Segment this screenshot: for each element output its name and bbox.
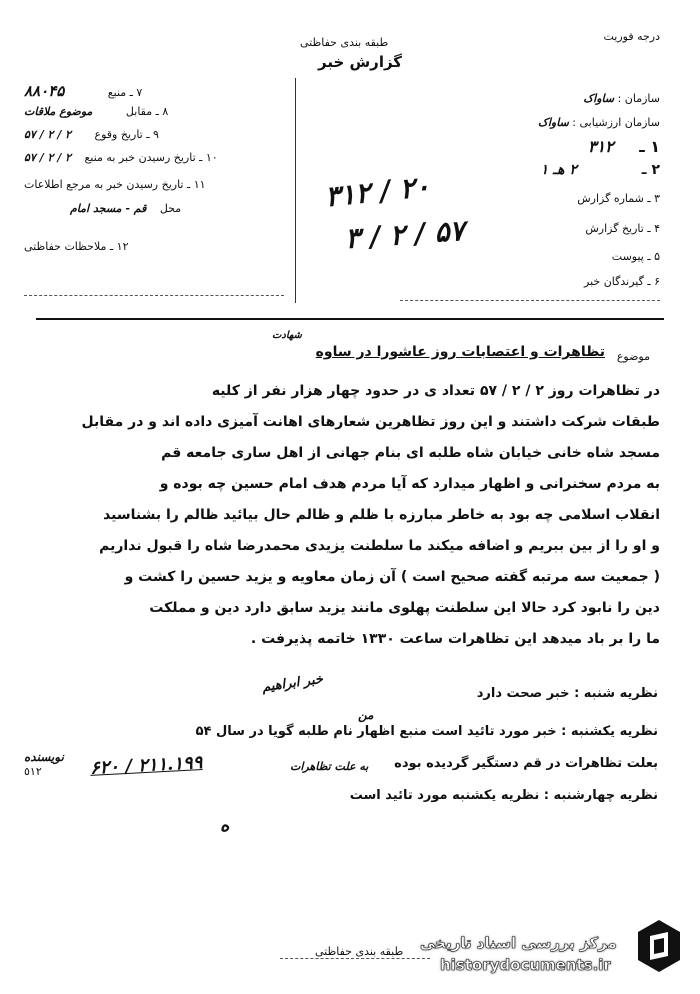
handwritten-report-number: ۲۰ / ۳۱۲ <box>323 169 432 214</box>
report-title: گزارش خبر <box>318 53 403 71</box>
field-event-date: ۹ ـ تاریخ وقوع ۲ / ۲ / ۵۷ <box>24 128 159 141</box>
classification-top: طبقه بندی حفاظتی <box>300 36 389 49</box>
subject-text: تظاهرات و اعتصابات روز عاشورا در ساوه <box>315 344 605 360</box>
opinion-sunday: نظریه یکشنبه : خبر مورد تائید است منبع اظهار نام طلبه گویا در سال ۵۴ <box>195 724 658 739</box>
margin-note: نویسنده <box>24 750 64 764</box>
field-location: محل قم - مسجد امام <box>70 202 182 215</box>
field-protective-notes: ۱۲ ـ ملاحظات حفاظتی <box>24 240 129 253</box>
field-attachment: ۵ ـ پیوست <box>611 250 660 263</box>
field-eval-org: سازمان ارزشیابی : ساواک <box>538 116 660 129</box>
footer-line <box>280 958 430 959</box>
field-org: سازمان : ساواک <box>583 92 660 105</box>
urgency-label: درجه فوريت <box>603 30 660 43</box>
body-line: انقلاب اسلامی چه بود به خاطر مبارزه با ظلم و ظالم حال بیائید ظالم را بشناسید <box>103 507 660 523</box>
margin-letter: ه <box>220 815 230 836</box>
handwritten-report-date: ۵۷ / ۲ / ۳ <box>343 213 466 256</box>
subject-correction: شهادت <box>272 330 302 341</box>
corrected-phrase: به علت تظاهرات <box>290 760 369 773</box>
right-margin-mark: ٥١٢ <box>24 765 42 778</box>
classification-bottom: طبقه بندی حفاظتی <box>315 945 404 958</box>
margin-numbers: ۲۱۱.۱۹۹ / ۶۲۰ <box>89 752 203 779</box>
body-line: و او را از بین ببریم و اضافه میکند ما سلطنت یزیدی محمدرضا شاه را قبول نداریم <box>99 538 660 554</box>
watermark-url: historydocuments.ir <box>440 956 611 974</box>
body-line: ما را بر باد میدهد این تظاهرات ساعت ۱۳۳۰ خاتمه پذیرفت . <box>250 631 660 647</box>
body-line: دین را نابود کرد حالا این سلطنت پهلوی مانند یزید سابق دارد دین و مملکت <box>149 600 660 616</box>
opinion-wednesday: نظریه چهارشنبه : نظریه یکشنبه مورد تائید است <box>349 788 658 803</box>
opinion-sunday-continued: بعلت تظاهرات در قم دستگیر گردیده بوده <box>394 756 658 771</box>
field-report-date: ۴ ـ تاریخ گزارش <box>585 222 660 235</box>
body-line: در تظاهرات روز ۲ / ۲ / ۵۷ تعداد ی در حدود چهار هزار نفر از کلیه <box>211 383 660 399</box>
field-1: ۱ ـ ۳۱۲ <box>587 137 660 156</box>
left-divider <box>24 295 284 296</box>
opinion-saturday: نظریه شنبه : خبر صحت دارد <box>476 686 658 701</box>
field-source-date: ۱۰ ـ تاریخ رسیدن خبر به منبع ۲ / ۲ / ۵۷ <box>24 151 218 164</box>
body-line: به مردم سخنرانی و اظهار میدارد که آیا مردم هدف امام حسین چه بوده و <box>159 476 660 492</box>
column-separator <box>295 78 296 303</box>
handwritten-name: خبر ابراهیم <box>261 671 324 696</box>
field-2: ۲ ـ ۲ هـ ۱ <box>540 162 660 178</box>
field-intel-date: ۱۱ ـ تاریخ رسیدن خبر به مرجع اطلاعات <box>24 178 206 191</box>
body-line: ( جمعیت سه مرتبه گفته صحیح است ) آن زمان معاویه و یزید حسین را کشت و <box>124 569 660 585</box>
field-report-number: ۳ ـ شماره گزارش <box>577 192 660 205</box>
signature: من <box>358 708 374 722</box>
body-line: مسجد شاه خانی خیابان شاه طلبه ای بنام جهانی از اهل ساری جامعه قم <box>161 445 660 461</box>
watermark-title: مرکز بررسی اسناد تاریخی <box>420 934 617 952</box>
field-meeting: ۸ ـ مقابل موضوع ملاقات <box>24 105 169 118</box>
header-separator <box>36 318 664 320</box>
archive-logo-icon <box>636 918 682 974</box>
subject-label: موضوع <box>616 350 650 363</box>
right-divider <box>400 300 660 301</box>
field-source: ۷ ـ منبع ۸۸۰۴۵ <box>24 82 143 100</box>
field-recipients: ۶ ـ گیرندگان خبر <box>584 275 660 288</box>
body-line: طبقات شرکت داشتند و این روز تظاهرین شعارهای اهانت آمیزی داده اند و در مقابل <box>81 414 660 430</box>
